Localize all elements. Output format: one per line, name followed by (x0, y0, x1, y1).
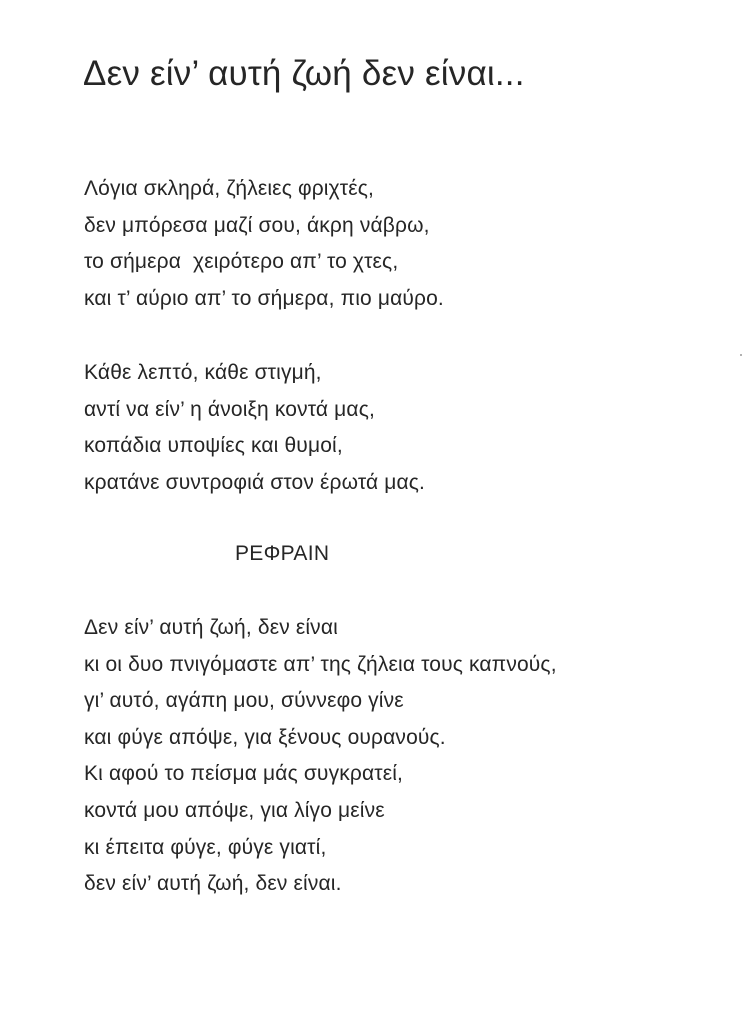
refrain-line: κοντά μου απόψε, για λίγο μείνε (84, 798, 385, 822)
verse-line: αντί να είν’ η άνοιξη κοντά μας, (84, 397, 375, 421)
song-title: Δεν είν’ αυτή ζωή δεν είναι... (83, 54, 525, 93)
verse-line: Κάθε λεπτό, κάθε στιγμή, (84, 361, 322, 384)
verse-line: Λόγια σκληρά, ζήλειες φριχτές, (84, 177, 375, 200)
refrain-stanza (84, 610, 557, 903)
verse-line: κρατάνε συντροφιά στον έρωτά μας. (84, 470, 426, 494)
scan-speck (740, 354, 742, 356)
refrain-line: και φύγε απόψε, για ξένους ουρανούς. (84, 725, 446, 749)
verse-line: κοπάδια υποψίες και θυμοί, (84, 434, 343, 458)
refrain-line: δεν είν’ αυτή ζωή, δεν είναι. (84, 872, 342, 896)
verse-line: το σήμερα χειρότερο απ’ το χτες, (84, 250, 399, 274)
refrain-label: ΡΕΦΡΑΙΝ (235, 542, 330, 565)
refrain-line: κι έπειτα φύγε, φύγε γιατί, (84, 835, 327, 859)
verse-line: και τ’ αύριο απ’ το σήμερα, πιο μαύρο. (84, 286, 444, 310)
refrain-line: γι’ αυτό, αγάπη μου, σύννεφο γίνε (84, 689, 404, 713)
refrain-line: Δεν είν’ αυτή ζωή, δεν είναι (84, 616, 338, 639)
refrain-line: κι οι δυο πνιγόμαστε απ’ της ζήλεια τους καπνούς, (84, 652, 557, 676)
verse-2 (84, 355, 425, 501)
verse-line: δεν μπόρεσα μαζί σου, άκρη νάβρω, (84, 213, 430, 237)
verse-1 (84, 171, 444, 317)
refrain-line: Κι αφού το πείσμα μάς συγκρατεί, (84, 762, 404, 786)
